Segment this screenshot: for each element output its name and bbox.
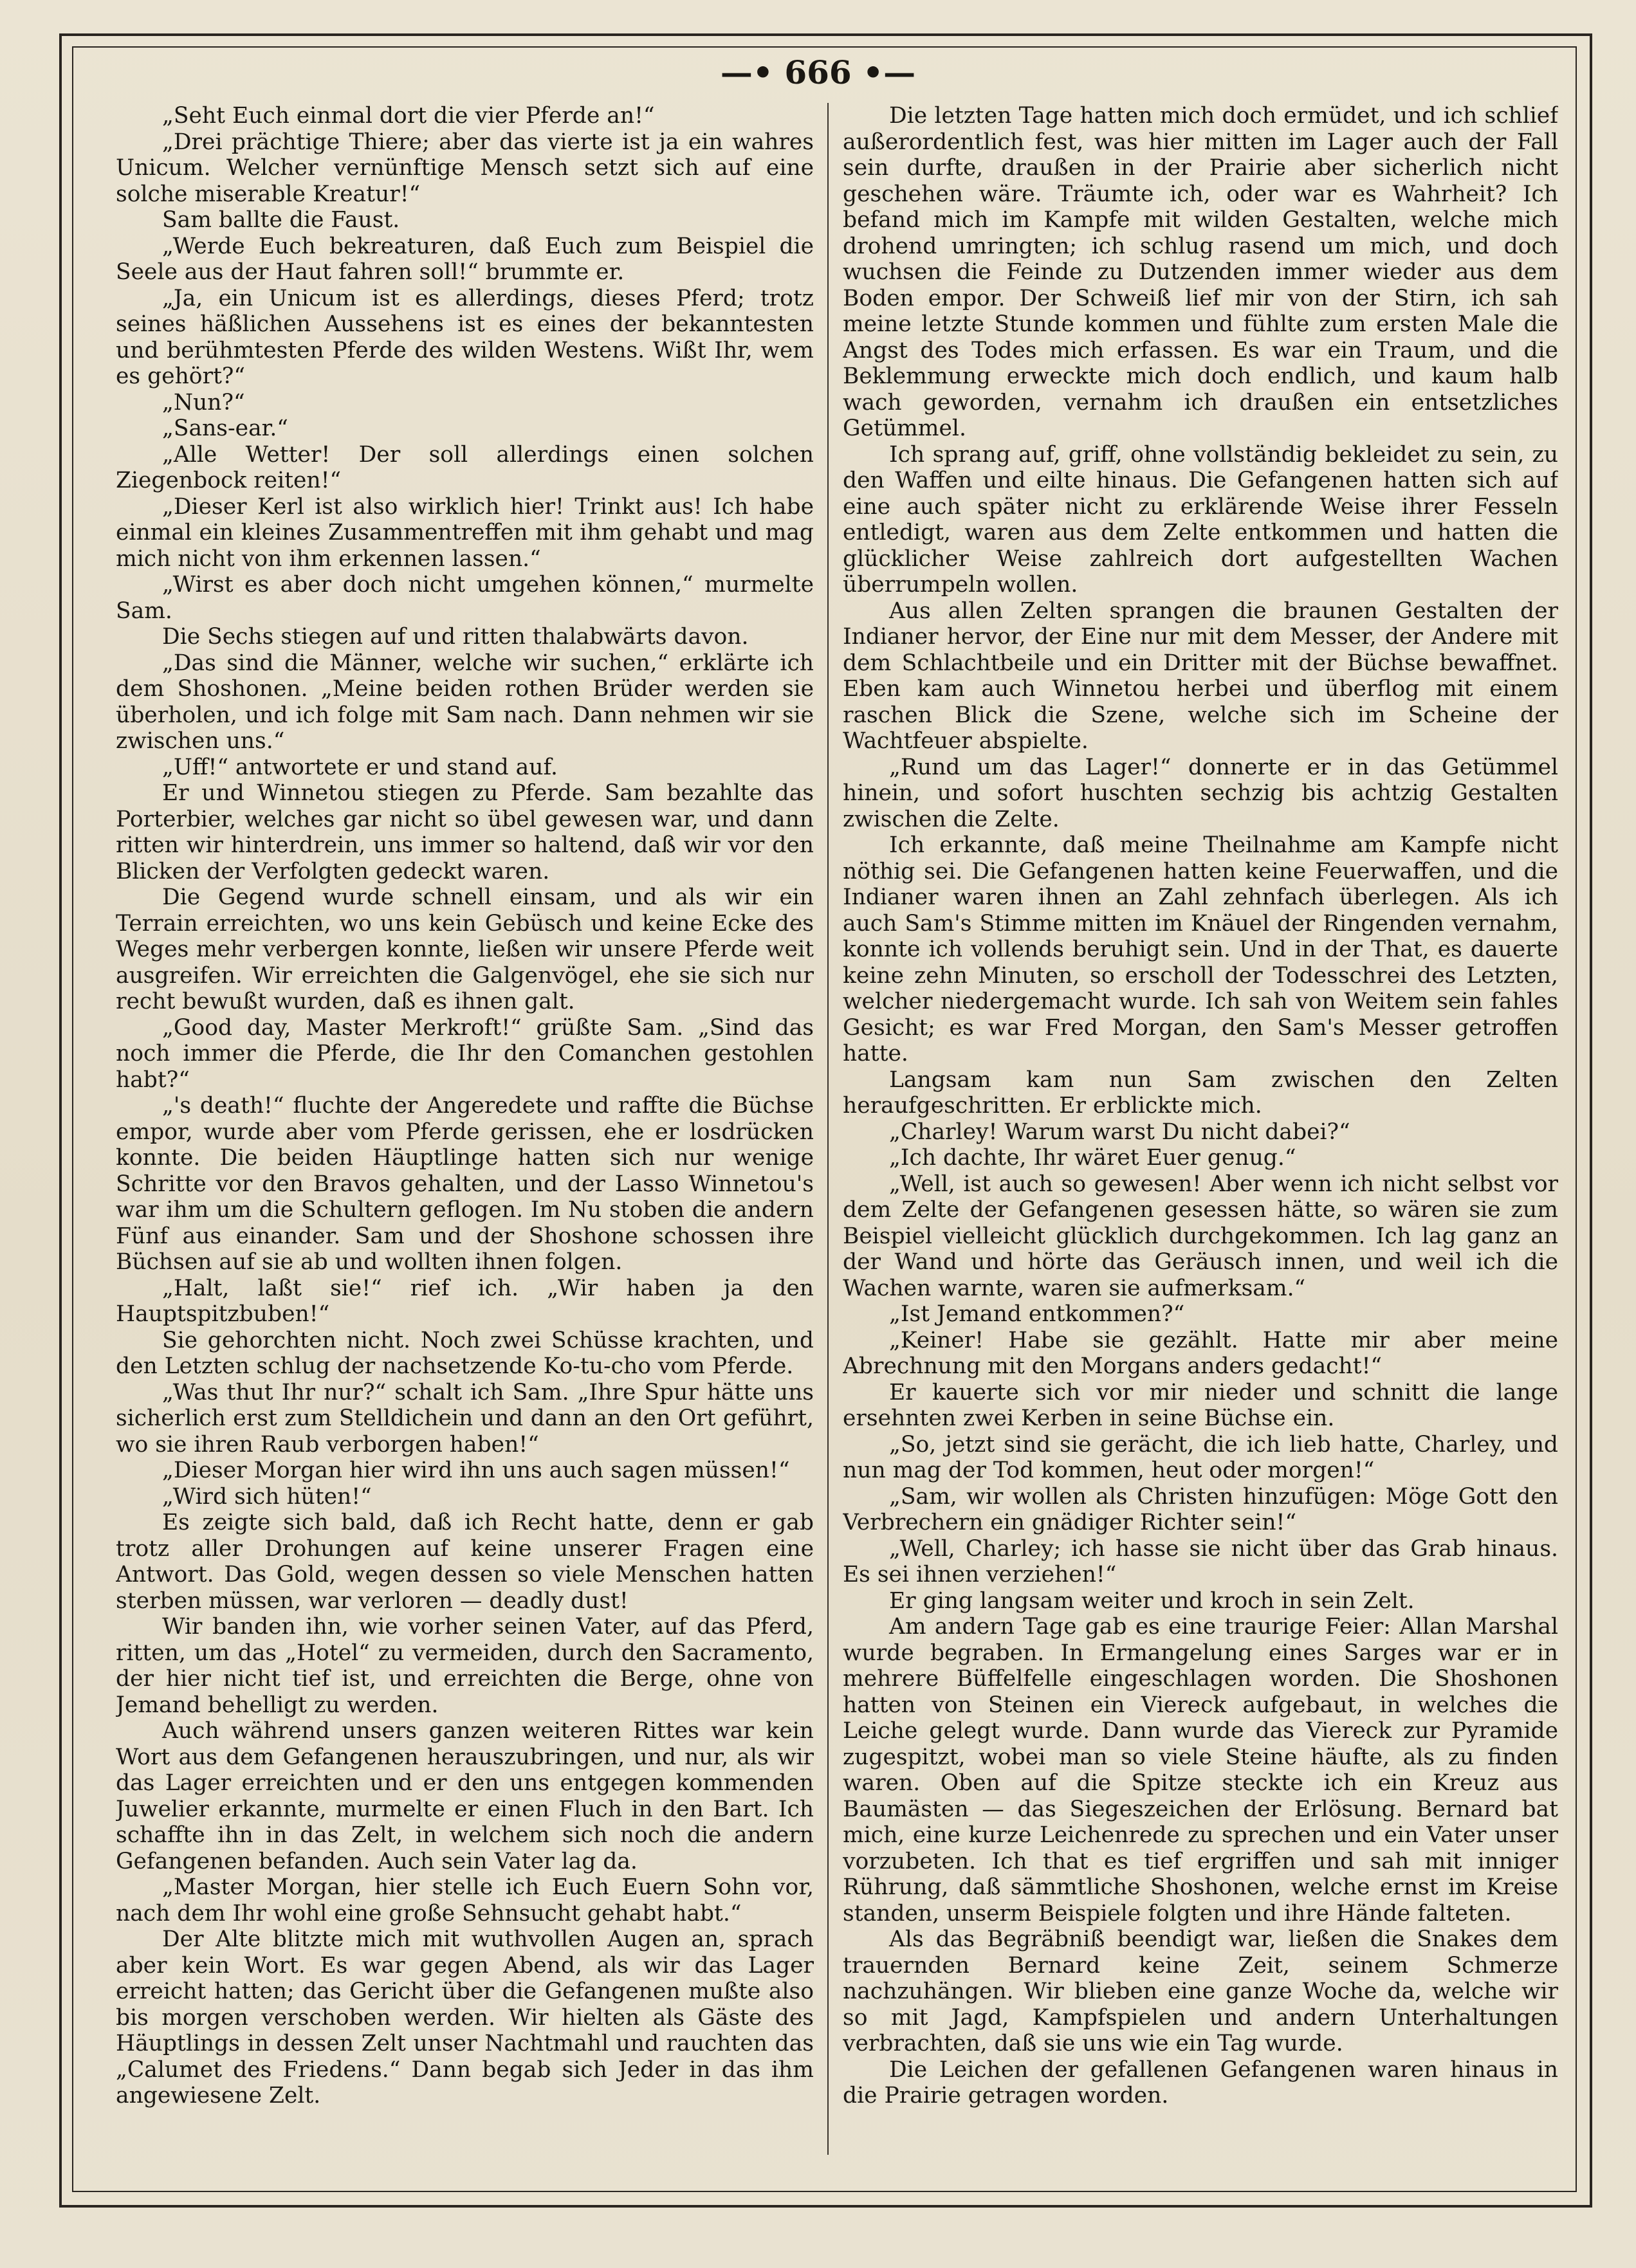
paragraph: „Sans-ear.“ [162, 416, 288, 441]
paragraph: „Well, ist auch so gewesen! Aber wenn ich nicht selbst vor dem Zelte der Gefangenen gesessen hätte, so wären sie zum Beispiel vielleicht glücklich durchgekommen. Ich lag ganz an der Wand und hörte das Geräusch innen, und weil ich die Wachen warnte, waren sie aufmerksam.“ [843, 1171, 1558, 1301]
paragraph: Ich erkannte, daß meine Theilnahme am Kampfe nicht nöthig sei. Die Gefangenen hatten keine Feuerwaffen, und die Indianer waren ihnen an Zahl zehnfach überlegen. Als ich auch Sam's Stimme mitten im Knäuel der Ringenden vernahm, konnte ich vollends beruhigt sein. Und in der That, es dauerte keine zehn Minuten, so erscholl der Todesschrei des Letzten, welcher niedergemacht wurde. Ich sah von Weitem sein fahles Gesicht; es war Fred Morgan, den Sam's Messer getroffen hatte. [843, 832, 1558, 1066]
paragraph: Die Sechs stiegen auf und ritten thalabwärts davon. [162, 624, 749, 650]
paragraph: „'s death!“ fluchte der Angeredete und raffte die Büchse empor, wurde aber vom Pferde gerissen, ehe er losdrücken konnte. Die beiden Häuptlinge hatten sich nur wenige Schritte vor den Bravos gehalten, und der Lasso Winnetou's war ihm um die Schultern geflogen. Im Nu stoben die andern Fünf aus einander. Sam und der Shoshone schossen ihre Büchsen auf sie ab und wollten ihnen folgen. [116, 1093, 814, 1275]
paragraph: „Wirst es aber doch nicht umgehen können,“ murmelte Sam. [116, 572, 814, 624]
paragraph: „Uff!“ antwortete er und stand auf. [162, 754, 558, 780]
paragraph: Die letzten Tage hatten mich doch ermüdet, und ich schlief außerordentlich fest, was hier mitten im Lager auch der Fall sein durfte, draußen in der Prairie aber sicherlich nicht geschehen wäre. Träumte ich, oder war es Wahrheit? Ich befand mich im Kampfe mit wilden Gestalten, welche mich drohend umringten; ich schlug rasend um mich, und doch wuchsen die Feinde zu Dutzenden immer wieder aus dem Boden empor. Der Schweiß lief mir von der Stirn, ich sah meine letzte Stunde kommen und fühlte zum ersten Male die Angst des Todes mich erfassen. Es war ein Traum, und die Beklemmung erweckte mich doch endlich, und kaum halb wach geworden, vernahm ich draußen ein entsetzliches Getümmel. [843, 103, 1558, 441]
paragraph: „Sam, wir wollen als Christen hinzufügen: Möge Gott den Verbrechern ein gnädiger Richter sein!“ [843, 1483, 1558, 1535]
paragraph: Aus allen Zelten sprangen die braunen Gestalten der Indianer hervor, der Eine nur mit dem Messer, der Andere mit dem Schlachtbeile und ein Dritter mit der Büchse bewaffnet. Eben kam auch Winnetou herbei und überflog mit einem raschen Blick die Szene, welche sich im Scheine der Wachtfeuer abspielte. [843, 598, 1558, 754]
paragraph: Am andern Tage gab es eine traurige Feier: Allan Marshal wurde begraben. In Ermangelung eines Sarges war er in mehrere Büffelfelle eingeschlagen worden. Die Shoshonen hatten von Steinen ein Viereck aufgebaut, in welches die Leiche gelegt wurde. Dann wurde das Viereck zur Pyramide zugespitzt, wobei man so viele Steine häufte, als zu finden waren. Oben auf die Spitze steckte ich ein Kreuz aus Baumästen — das Siegeszeichen der Erlösung. Bernard bat mich, eine kurze Leichenrede zu sprechen und ein Vater unser vorzubeten. Ich that es tief ergriffen und sah mit inniger Rührung, daß sämmtliche Shoshonen, welche ernst im Kreise standen, unserm Beispiele folgten und ihre Hände falteten. [843, 1614, 1558, 1926]
paragraph: „Werde Euch bekreaturen, daß Euch zum Beispiel die Seele aus der Haut fahren soll!“ brummte er. [116, 233, 814, 285]
paragraph: Auch während unsers ganzen weiteren Rittes war kein Wort aus dem Gefangenen herauszubringen, und nur, als wir das Lager erreichten und er den uns entgegen kommenden Juwelier erkannte, murmelte er einen Fluch in den Bart. Ich schaffte ihn in das Zelt, in welchem sich noch die andern Gefangenen befanden. Auch sein Vater lag da. [116, 1718, 814, 1874]
paragraph: Ich sprang auf, griff, ohne vollständig bekleidet zu sein, zu den Waffen und eilte hinaus. Die Gefangenen hatten sich auf eine auch später nicht zu erklärende Weise ihrer Fesseln entledigt, waren aus dem Zelte entkommen und hatten die glücklicher Weise zahlreich dort aufgestellten Wachen überrumpeln wollen. [843, 441, 1558, 598]
paragraph: Er kauerte sich vor mir nieder und schnitt die lange ersehnten zwei Kerben in seine Büchse ein. [843, 1379, 1558, 1431]
paragraph: „Das sind die Männer, welche wir suchen,“ erklärte ich dem Shoshonen. „Meine beiden rothen Brüder werden sie überholen, und ich folge mit Sam nach. Dann nehmen wir sie zwischen uns.“ [116, 650, 814, 754]
paragraph: „Well, Charley; ich hasse sie nicht über das Grab hinaus. Es sei ihnen verziehen!“ [843, 1535, 1558, 1587]
header-dash-right: •— [863, 53, 916, 91]
page-number: 666 [784, 53, 852, 91]
paragraph: „Dieser Morgan hier wird ihn uns auch sagen müssen!“ [162, 1458, 790, 1483]
paragraph: Langsam kam nun Sam zwischen den Zelten heraufgeschritten. Er erblickte mich. [843, 1066, 1558, 1119]
paragraph: „Keiner! Habe sie gezählt. Hatte mir aber meine Abrechnung mit den Morgans anders gedacht!“ [843, 1327, 1558, 1379]
paragraph: „Wird sich hüten!“ [162, 1483, 372, 1510]
paragraph: Die Leichen der gefallenen Gefangenen waren hinaus in die Prairie getragen worden. [843, 2056, 1558, 2108]
paragraph: Er ging langsam weiter und kroch in sein Zelt. [889, 1587, 1415, 1614]
header-dash-left: —• [720, 53, 773, 91]
paragraph: „Good day, Master Merkroft!“ grüßte Sam. „Sind das noch immer die Pferde, die Ihr den Comanchen gestohlen habt?“ [116, 1014, 814, 1093]
paragraph: Es zeigte sich bald, daß ich Recht hatte, denn er gab trotz aller Drohungen auf keine unserer Fragen eine Antwort. Das Gold, wegen dessen so viele Menschen hatten sterben müssen, war verloren — deadly dust! [116, 1510, 814, 1614]
paragraph: „Charley! Warum warst Du nicht dabei?“ [889, 1119, 1350, 1145]
paragraph: „Dieser Kerl ist also wirklich hier! Trinkt aus! Ich habe einmal ein kleines Zusammentreffen mit ihm gehabt und mag mich nicht von ihm erkennen lassen.“ [116, 493, 814, 572]
column-divider [827, 103, 829, 2155]
paragraph: „Rund um das Lager!“ donnerte er in das Getümmel hinein, und sofort huschten sechzig bis achtzig Gestalten zwischen die Zelte. [843, 754, 1558, 832]
paragraph: Als das Begräbniß beendigt war, ließen die Snakes dem trauernden Bernard keine Zeit, seinem Schmerze nachzuhängen. Wir blieben eine ganze Woche da, welche wir so mit Jagd, Kampfspielen und andern Unterhaltungen verbrachten, daß sie uns wie ein Tag wurde. [843, 1926, 1558, 2056]
paragraph: „Seht Euch einmal dort die vier Pferde an!“ [162, 103, 655, 129]
right-column [843, 103, 1558, 2171]
paragraph: „Halt, laßt sie!“ rief ich. „Wir haben ja den Hauptspitzbuben!“ [116, 1275, 814, 1327]
paragraph: „Ist Jemand entkommen?“ [889, 1301, 1185, 1327]
paragraph: Die Gegend wurde schnell einsam, und als wir ein Terrain erreichten, wo uns kein Gebüsch und keine Ecke des Weges mehr verbergen konnte, ließen wir unsere Pferde weit ausgreifen. Wir erreichten die Galgenvögel, ehe sie sich nur recht bewußt wurden, daß es ihnen galt. [116, 884, 814, 1014]
paragraph: „Alle Wetter! Der soll allerdings einen solchen Ziegenbock reiten!“ [116, 441, 814, 493]
paragraph: „Drei prächtige Thiere; aber das vierte ist ja ein wahres Unicum. Welcher vernünftige Mensch setzt sich auf eine solche miserable Kreatur!“ [116, 129, 814, 207]
paragraph: „Ja, ein Unicum ist es allerdings, dieses Pferd; trotz seines häßlichen Aussehens ist es eines der bekanntesten und berühmtesten Pferde des wilden Westens. Wißt Ihr, wem es gehört?“ [116, 285, 814, 389]
paragraph: Er und Winnetou stiegen zu Pferde. Sam bezahlte das Porterbier, welches gar nicht so übel gewesen war, und dann ritten wir hinterdrein, uns immer so haltend, daß wir vor den Blicken der Verfolgten gedeckt waren. [116, 780, 814, 884]
paragraph: Der Alte blitzte mich mit wuthvollen Augen an, sprach aber kein Wort. Es war gegen Abend, als wir das Lager erreicht hatten; das Gericht über die Gefangenen mußte also bis morgen verschoben werden. Wir hielten als Gäste des Häuptlings in dessen Zelt unser Nachtmahl und rauchten das „Calumet des Friedens.“ Dann begab sich Jeder in das ihm angewiesene Zelt. [116, 1926, 814, 2108]
left-column [116, 103, 814, 2171]
paragraph: „Ich dachte, Ihr wäret Euer genug.“ [889, 1145, 1296, 1171]
paragraph: Sam ballte die Faust. [162, 207, 400, 233]
paragraph: „Master Morgan, hier stelle ich Euch Euern Sohn vor, nach dem Ihr wohl eine große Sehnsucht gehabt habt.“ [116, 1874, 814, 1926]
paragraph: „Was thut Ihr nur?“ schalt ich Sam. „Ihre Spur hätte uns sicherlich erst zum Stelldichein und dann an den Ort geführt, wo sie ihren Raub verborgen haben!“ [116, 1379, 814, 1458]
paragraph: „Nun?“ [162, 389, 245, 416]
paragraph: Sie gehorchten nicht. Noch zwei Schüsse krachten, und den Letzten schlug der nachsetzende Ko-tu-cho vom Pferde. [116, 1327, 814, 1379]
page-header [0, 50, 1636, 95]
paragraph: „So, jetzt sind sie gerächt, die ich lieb hatte, Charley, und nun mag der Tod kommen, heut oder morgen!“ [843, 1431, 1558, 1483]
paragraph: Wir banden ihn, wie vorher seinen Vater, auf das Pferd, ritten, um das „Hotel“ zu vermeiden, durch den Sacramento, der hier nicht tief ist, und erreichten die Berge, ohne von Jemand behelligt zu werden. [116, 1614, 814, 1718]
